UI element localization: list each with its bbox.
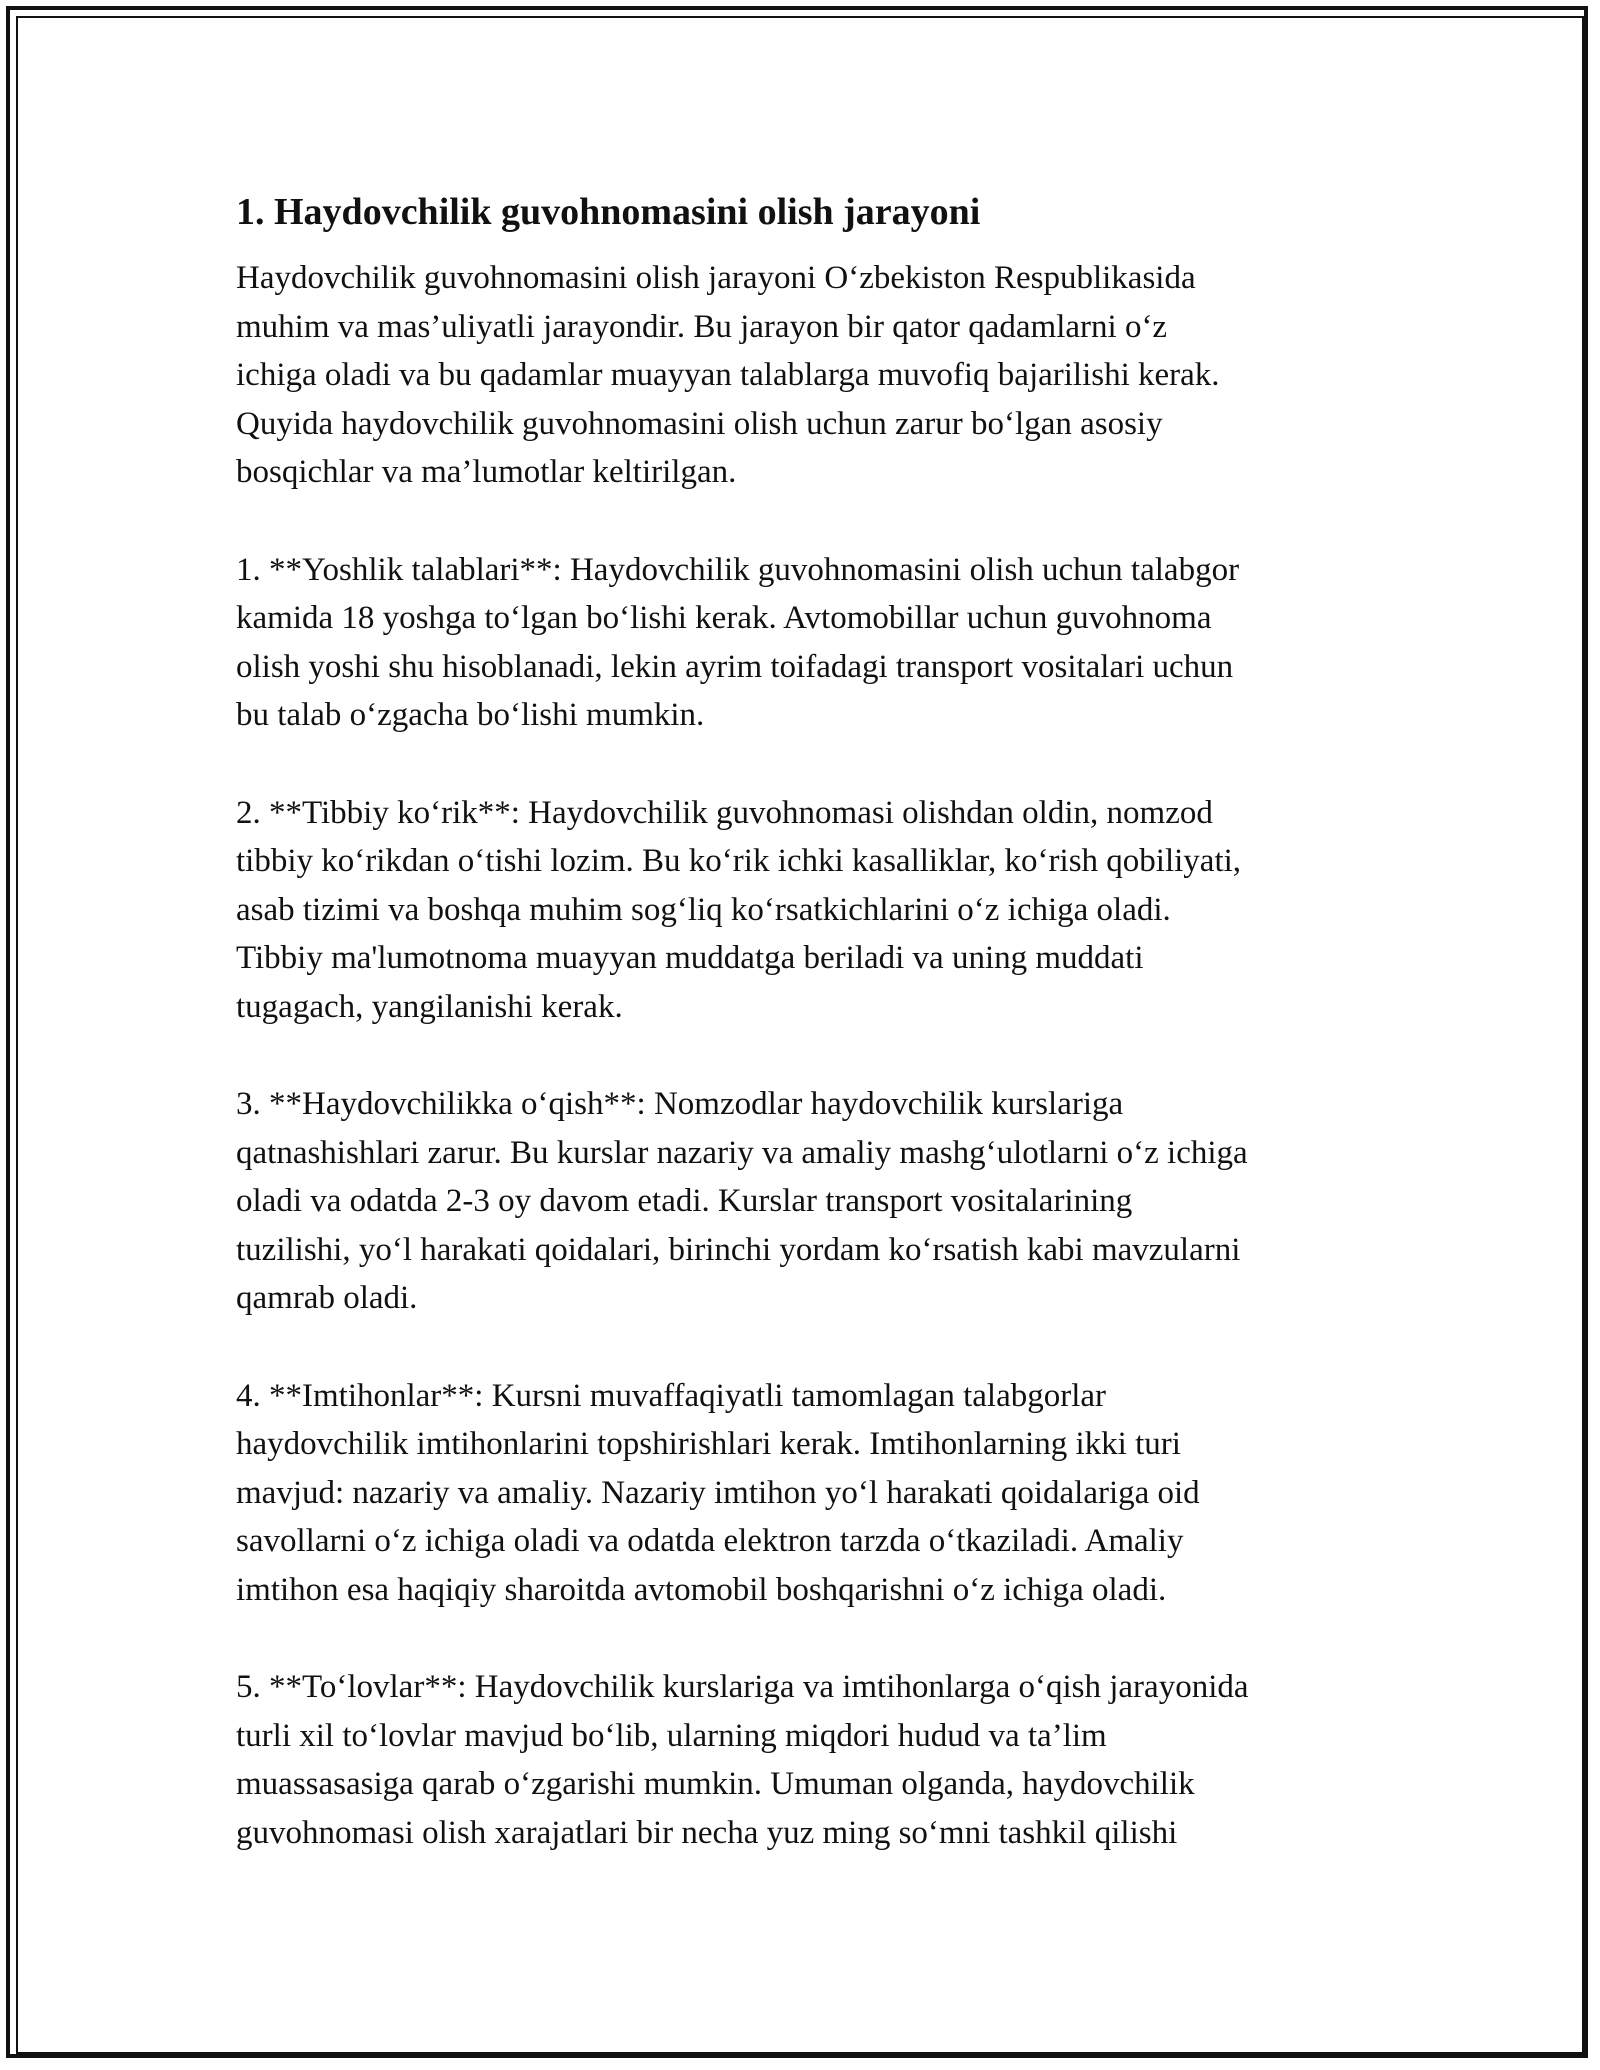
section-medical-exam: 2. **Tibbiy ko‘rik**: Haydovchilik guvohnomasi olishdan oldin, nomzod tibbiy ko‘rikdan o‘tishi lozim. Bu ko‘rik ichki kasalliklar, ko‘rish qobiliyati, asab tizimi va boshqa muhim sog‘liq ko‘rsatkichlarini o‘z ichiga oladi. Tibbiy ma'lumotnoma muayyan muddatga beriladi va uning muddati tugagach, yangilanishi kerak.	[236, 794, 1242, 1025]
section-driving-training: 3. **Haydovchilikka o‘qish**: Nomzodlar haydovchilik kurslariga qatnashishlari zarur. Bu kurslar nazariy va amaliy mashg‘ulotlarni o‘z ichiga oladi va odatda 2-3 oy davom etadi. Kurslar transport vositalarining tuzilishi, yo‘l harakati qoidalari, birinchi yordam ko‘rsatish kabi mavzularni qamrab oladi.	[236, 1086, 1248, 1316]
section-payments: 5. **To‘lovlar**: Haydovchilik kurslariga va imtihonlarga o‘qish jarayonida turli xil to‘lovlar mavjud bo‘lib, ularning miqdori hudud va ta’lim muassasasiga qarab o‘zgarishi mumkin. Umuman olganda, haydovchilik guvohnomasi olish xarajatlari bir necha yuz ming so‘mni tashkil qilishi	[236, 1669, 1249, 1851]
document-body	[236, 188, 1376, 1906]
section-age-requirements: 1. **Yoshlik talablari**: Haydovchilik guvohnomasini olish uchun talabgor kamida 18 yoshga to‘lgan bo‘lishi kerak. Avtomobillar uchun guvohnoma olish yoshi shu hisoblanadi, lekin ayrim toifadagi transport vositalari uchun bu talab o‘zgacha bo‘lishi mumkin.	[236, 551, 1240, 733]
section-exams: 4. **Imtihonlar**: Kursni muvaffaqiyatli tamomlagan talabgorlar haydovchilik imtihonlarini topshirishlari kerak. Imtihonlarning ikki turi mavjud: nazariy va amaliy. Nazariy imtihon yo‘l harakati qoidalariga oid savollarni o‘z ichiga oladi va odatda elektron tarzda o‘tkaziladi. Amaliy imtihon esa haqiqiy sharoitda avtomobil boshqarishni o‘z ichiga oladi.	[236, 1377, 1200, 1608]
document-title: 1. Haydovchilik guvohnomasini olish jarayoni	[236, 191, 981, 233]
intro-paragraph: Haydovchilik guvohnomasini olish jarayoni O‘zbekiston Respublikasida muhim va mas’uliyatli jarayondir. Bu jarayon bir qator qadamlarni o‘z ichiga oladi va bu qadamlar muayyan talablarga muvofiq bajarilishi kerak. Quyida haydovchilik guvohnomasini olish uchun zarur bo‘lgan asosiy bosqichlar va ma’lumotlar keltirilgan.	[236, 260, 1220, 490]
